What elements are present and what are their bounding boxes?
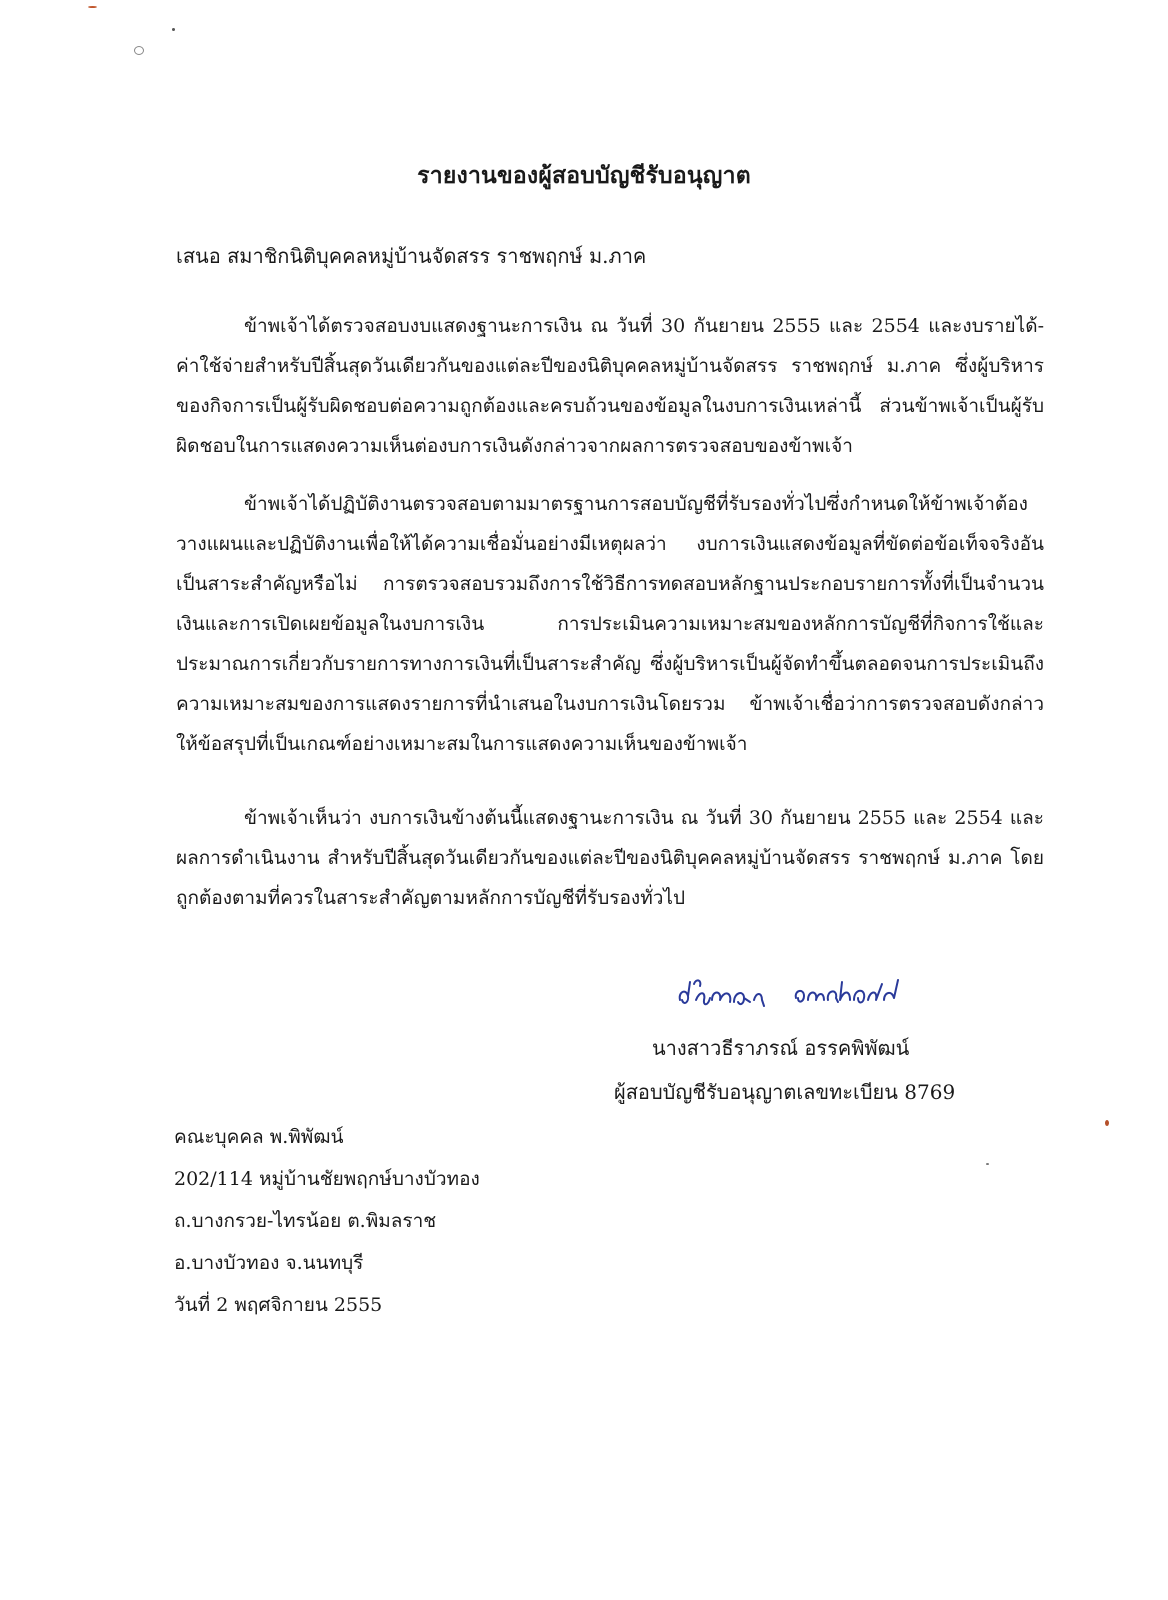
address-line-2: ถ.บางกรวย-ไทรน้อย ต.พิมลราช [174,1210,437,1232]
paragraph-text: ข้าพเจ้าได้ปฏิบัติงานตรวจสอบตามมาตรฐานการสอบบัญชีที่รับรองทั่วไปซึ่งกำหนดให้ข้าพเจ้าต้องวางแผนและปฏิบัติงานเพื่อให้ได้ความเชื่อมั่นอย่างมีเหตุผลว่า งบการเงินแสดงข้อมูลที่ขัดต่อข้อเท็จจริงอันเป็นสาระสำคัญหรือไม่ การตรวจสอบรวมถึงการใช้วิธีการทดสอบหลักฐานประกอบรายการทั้งที่เป็นจำนวนเงินและการเปิดเผยข้อมูลในงบการเงิน การประเมินความเหมาะสมของหลักการบัญชีที่กิจการใช้และประมาณการเกี่ยวกับรายการทางการเงินที่เป็นสาระสำคัญ ซึ่งผู้บริหารเป็นผู้จัดทำขึ้นตลอดจนการประเมินถึงความเหมาะสมของการแสดงรายการที่นำเสนอในงบการเงินโดยรวม ข้าพเจ้าเชื่อว่าการตรวจสอบดังกล่าวให้ข้อสรุปที่เป็นเกณฑ์อย่างเหมาะสมในการแสดงความเห็นของข้าพเจ้า [176,493,1044,755]
auditor-license: ผู้สอบบัญชีรับอนุญาตเลขทะเบียน 8769 [614,1080,956,1104]
address-line-1: 202/114 หมู่บ้านชัยพฤกษ์บางบัวทอง [174,1168,480,1190]
scan-speck [172,28,175,31]
firm-address-block [174,1116,480,1326]
scan-speck [986,1163,989,1165]
report-title: รายงานของผู้สอบบัญชีรับอนุญาต [417,162,751,189]
paragraph-text: ข้าพเจ้าเห็นว่า งบการเงินข้างต้นนี้แสดงฐานะการเงิน ณ วันที่ 30 กันยายน 2555 และ 2554 และผลการดำเนินงาน สำหรับปีสิ้นสุดวันเดียวกันของแต่ละปีของนิติบุคคลหมู่บ้านจัดสรร ราชพฤกษ์ ม.ภาค โดยถูกต้องตามที่ควรในสาระสำคัญตามหลักการบัญชีที่รับรองทั่วไป [176,807,1044,909]
address-line-3: อ.บางบัวทอง จ.นนทบุรี [174,1252,364,1274]
opinion-paragraph-3 [176,798,1044,918]
scan-speck [88,6,97,8]
scan-speck [134,46,144,55]
salutation: เสนอ สมาชิกนิติบุคคลหมู่บ้านจัดสรร ราชพฤกษ์ ม.ภาค [176,244,647,268]
firm-name: คณะบุคคล พ.พิพัฒน์ [174,1126,344,1148]
auditor-name: นางสาวธีราภรณ์ อรรคพิพัฒน์ [652,1036,910,1060]
paragraph-text: ข้าพเจ้าได้ตรวจสอบงบแสดงฐานะการเงิน ณ วันที่ 30 กันยายน 2555 และ 2554 และงบรายได้-ค่าใช้จ่ายสำหรับปีสิ้นสุดวันเดียวกันของแต่ละปีของนิติบุคคลหมู่บ้านจัดสรร ราชพฤกษ์ ม.ภาค ซึ่งผู้บริหารของกิจการเป็นผู้รับผิดชอบต่อความถูกต้องและครบถ้วนของข้อมูลในงบการเงินเหล่านี้ ส่วนข้าพเจ้าเป็นผู้รับผิดชอบในการแสดงความเห็นต่องบการเงินดังกล่าวจากผลการตรวจสอบของข้าพเจ้า [176,315,1044,457]
report-date: วันที่ 2 พฤศจิกายน 2555 [174,1294,383,1316]
scan-speck [1105,1120,1109,1126]
opinion-paragraph-2 [176,484,1044,764]
opinion-paragraph-1 [176,306,1044,466]
handwritten-signature [672,970,912,1014]
